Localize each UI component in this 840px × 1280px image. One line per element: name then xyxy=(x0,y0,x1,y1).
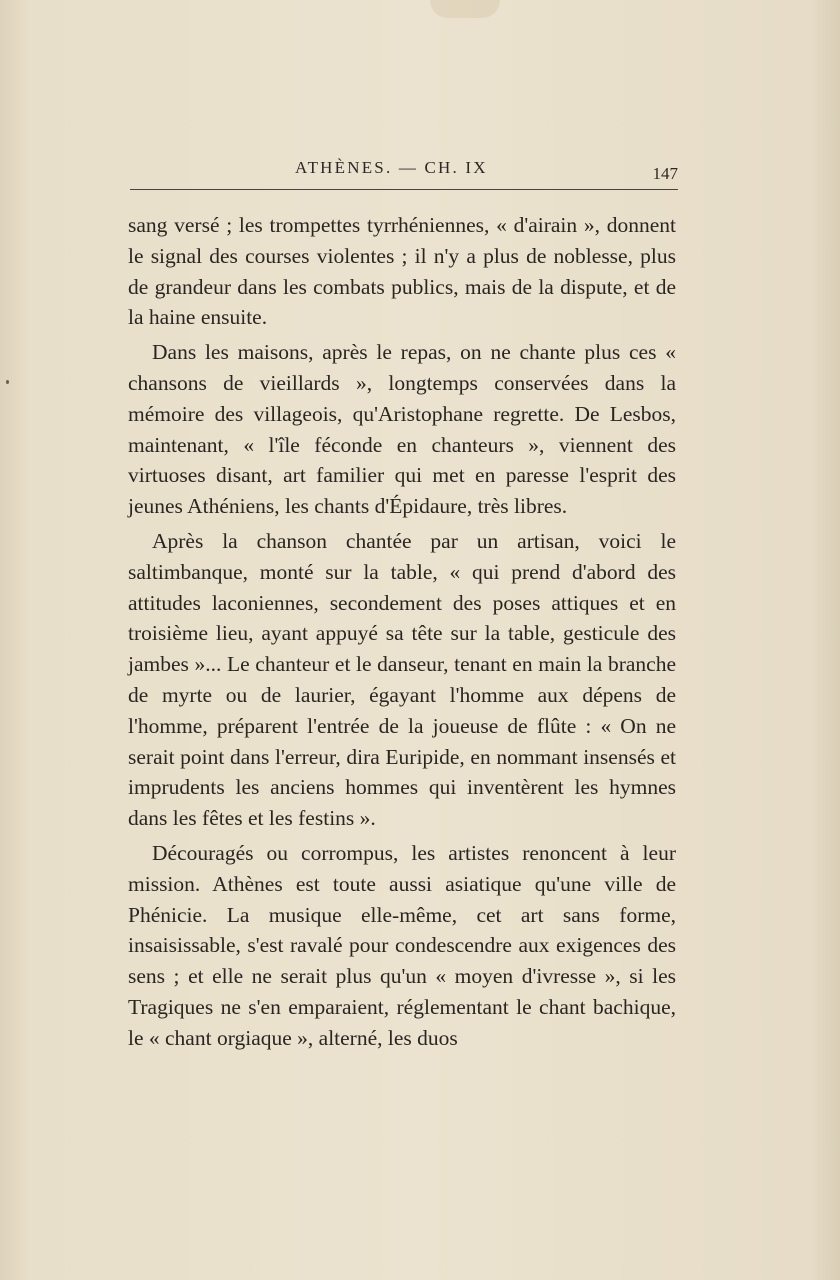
paragraph: Après la chanson chantée par un artisan, voici le saltimbanque, monté sur la table, « qui prend d'abord des attitudes laconiennes, secondement des poses attiques et en troisième lieu, ayant appuyé sa tête sur la table, gesticule des jambes »... Le chanteur et le danseur, tenant en main la branche de myrte ou de laurier, égayant l'homme aux dépens de l'homme, préparent l'entrée de la joueuse de flûte : « On ne serait point dans l'erreur, dira Euripide, en nommant insensés et imprudents les anciens hommes qui inventèrent les hymnes dans les fêtes et les festins ». xyxy=(128,528,676,831)
header-rule xyxy=(130,189,678,190)
page-number: 147 xyxy=(652,164,678,183)
body-text xyxy=(128,210,676,1058)
paper-stain xyxy=(430,0,500,18)
running-head-title: ATHÈNES. — CH. IX xyxy=(295,158,488,177)
paper-speck xyxy=(6,380,9,384)
paragraph: sang versé ; les trompettes tyrrhéniennes, « d'airain », donnent le signal des courses violentes ; il n'y a plus de noblesse, plus de grandeur dans les combats publics, mais de la dispute, et de la haine ensuite. xyxy=(128,213,676,330)
paragraph: Dans les maisons, après le repas, on ne chante plus ces « chansons de vieillards », longtemps conservées dans la mémoire des villageois, qu'Aristophane regrette. De Lesbos, maintenant, « l'île féconde en chanteurs », viennent des virtuoses disant, art familier qui met en paresse l'esprit des jeunes Athéniens, les chants d'Épidaure, très libres. xyxy=(128,340,676,519)
running-head xyxy=(130,156,678,186)
paragraph: Découragés ou corrompus, les artistes renoncent à leur mission. Athènes est toute aussi asiatique qu'une ville de Phénicie. La musique elle-même, cet art sans forme, insaisissable, s'est ravalé pour condescendre aux exigences des sens ; et elle ne serait plus qu'un « moyen d'ivresse », si les Tragiques ne s'en emparaient, réglementant le chant bachique, le « chant orgiaque », alterné, les duos xyxy=(128,840,676,1050)
